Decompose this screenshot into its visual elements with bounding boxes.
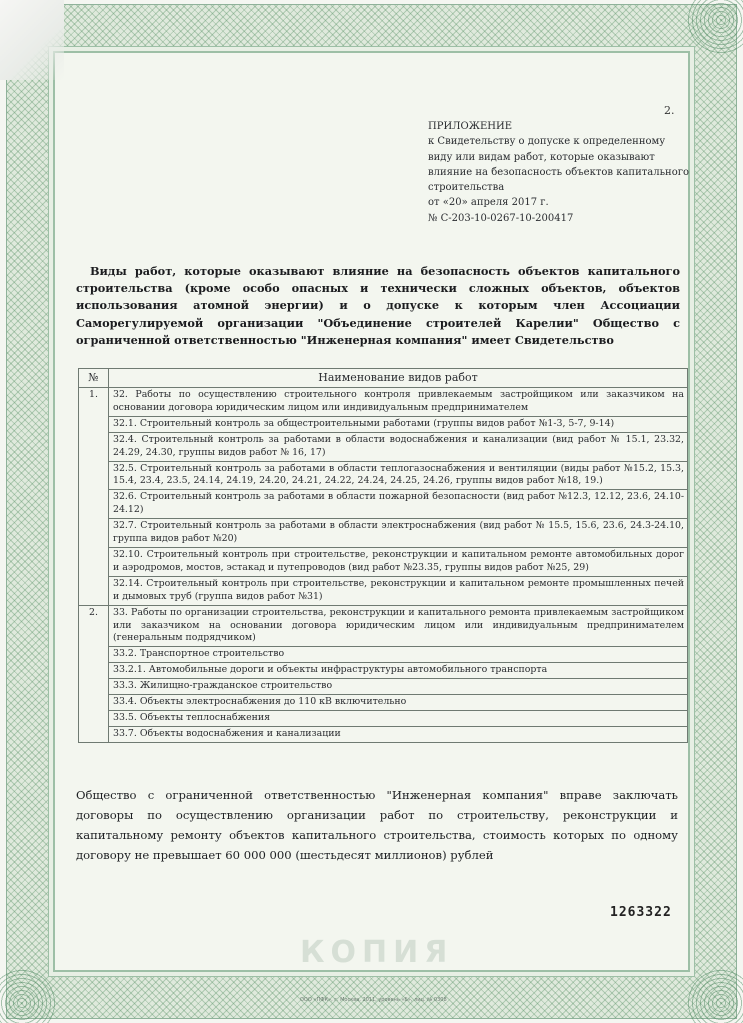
annex-line: ПРИЛОЖЕНИЕ (428, 121, 512, 132)
work-item: 33.4. Объекты электроснабжения до 110 кВ включительно (109, 695, 687, 711)
work-item: 32.7. Строительный контроль за работами в области электроснабжения (вид работ № 15.5, 15.6, 23.6, 24.3-24.10, группа видов работ №20) (109, 519, 687, 548)
document-heading: Виды работ, которые оказывают влияние на безопасность объектов капитального строительства (кроме особо опасных и технически сложных объектов, объектов использования атомной энергии) и о допуске к которым член Ассоциации Саморегулируемой организации "Объединение строителей Карелии" Общество с ограниченной ответственностью "Инженерная компания" имеет Свидетельство (76, 264, 680, 347)
column-header-name: Наименование видов работ (109, 369, 688, 388)
annex-line: влияние на безопасность объектов капитального (428, 166, 689, 178)
work-item: 33.3. Жилищно-гражданское строительство (109, 679, 687, 695)
table-row (79, 388, 688, 606)
table-row (79, 605, 688, 742)
annex-header (428, 119, 688, 226)
column-header-number: № (79, 369, 109, 388)
work-item: 32.10. Строительный контроль при строительстве, реконструкции и капитальном ремонте автомобильных дорог и аэродромов, мостов, эстакад и путепроводов (вид работ №23.35, группы видов работ №25, 29) (109, 548, 687, 577)
work-item: 32.1. Строительный контроль за общестроительными работами (группы видов работ №1-3, 5-7, 9-14) (109, 417, 687, 433)
row-number: 1. (79, 388, 109, 606)
corner-rosette-top-right (686, 0, 743, 55)
work-item: 33.2.1. Автомобильные дороги и объекты инфраструктуры автомобильного транспорта (109, 663, 687, 679)
work-item: 33.5. Объекты теплоснабжения (109, 711, 687, 727)
work-item: 33.7. Объекты водоснабжения и канализации (113, 727, 341, 739)
serial-number: 1263322 (610, 905, 672, 920)
row-works (109, 605, 688, 742)
printer-imprint: ООО «ПФК», г. Москва, 2011, уровень «Б», лиц. № 0308 (300, 997, 447, 1003)
work-item: 32.6. Строительный контроль за работами в области пожарной безопасности (вид работ №12.3, 12.12, 23.6, 24.10-24.12) (109, 490, 687, 519)
row-works (109, 388, 688, 606)
annex-line: от «20» апреля 2017 г. (428, 197, 549, 209)
annex-line: строительства (428, 182, 505, 194)
table-header-row (79, 369, 688, 388)
annex-line: виду или видам работ, которые оказывают (428, 151, 655, 163)
work-item: 32.5. Строительный контроль за работами в области теплогазоснабжения и вентиляции (виды работ №15.2, 15.3, 15.4, 23.4, 23.5, 24.14, 24.19, 24.20, 24.21, 24.22, 24.24, 24.25, 24.26, группы видов работ №18, 19.) (109, 462, 687, 491)
copy-watermark: КОПИЯ (300, 935, 454, 970)
annex-line: № С-203-10-0267-10-200417 (428, 212, 574, 224)
work-item: 32.14. Строительный контроль при строительстве, реконструкции и капитальном ремонте промышленных печей и дымовых труб (группа видов работ №31) (113, 577, 684, 602)
work-item: 32.4. Строительный контроль за работами в области водоснабжения и канализации (вид работ № 15.1, 23.32, 24.29, 24.30, группы видов работ № 16, 17) (109, 433, 687, 462)
work-item: 33.2. Транспортное строительство (109, 647, 687, 663)
work-item: 33. Работы по организации строительства, реконструкции и капитального ремонта привлекаемым застройщиком или заказчиком на основании договора юридическим лицом или индивидуальным предпринимателем (генеральным подрядчиком) (109, 606, 687, 648)
annex-line: к Свидетельству о допуске к определенному (428, 136, 666, 148)
page-number: 2. (664, 104, 675, 117)
works-table (78, 368, 688, 743)
row-number: 2. (79, 605, 109, 742)
corner-rosette-bottom-right (686, 968, 743, 1023)
work-item: 32. Работы по осуществлению строительного контроля привлекаемым застройщиком или заказчиком на основании договора юридическим лицом или индивидуальным предпринимателем (109, 388, 687, 417)
corner-rosette-bottom-left (0, 968, 57, 1023)
conclusion-paragraph: Общество с ограниченной ответственностью "Инженерная компания" вправе заключать договоры по осуществлению организации работ по строительству, реконструкции и капитальному ремонту объектов капитального строительства, стоимость которых по одному договору не превышает 60 000 000 (шестьдесят миллионов) рублей (76, 788, 678, 862)
folded-corner (0, 0, 64, 80)
